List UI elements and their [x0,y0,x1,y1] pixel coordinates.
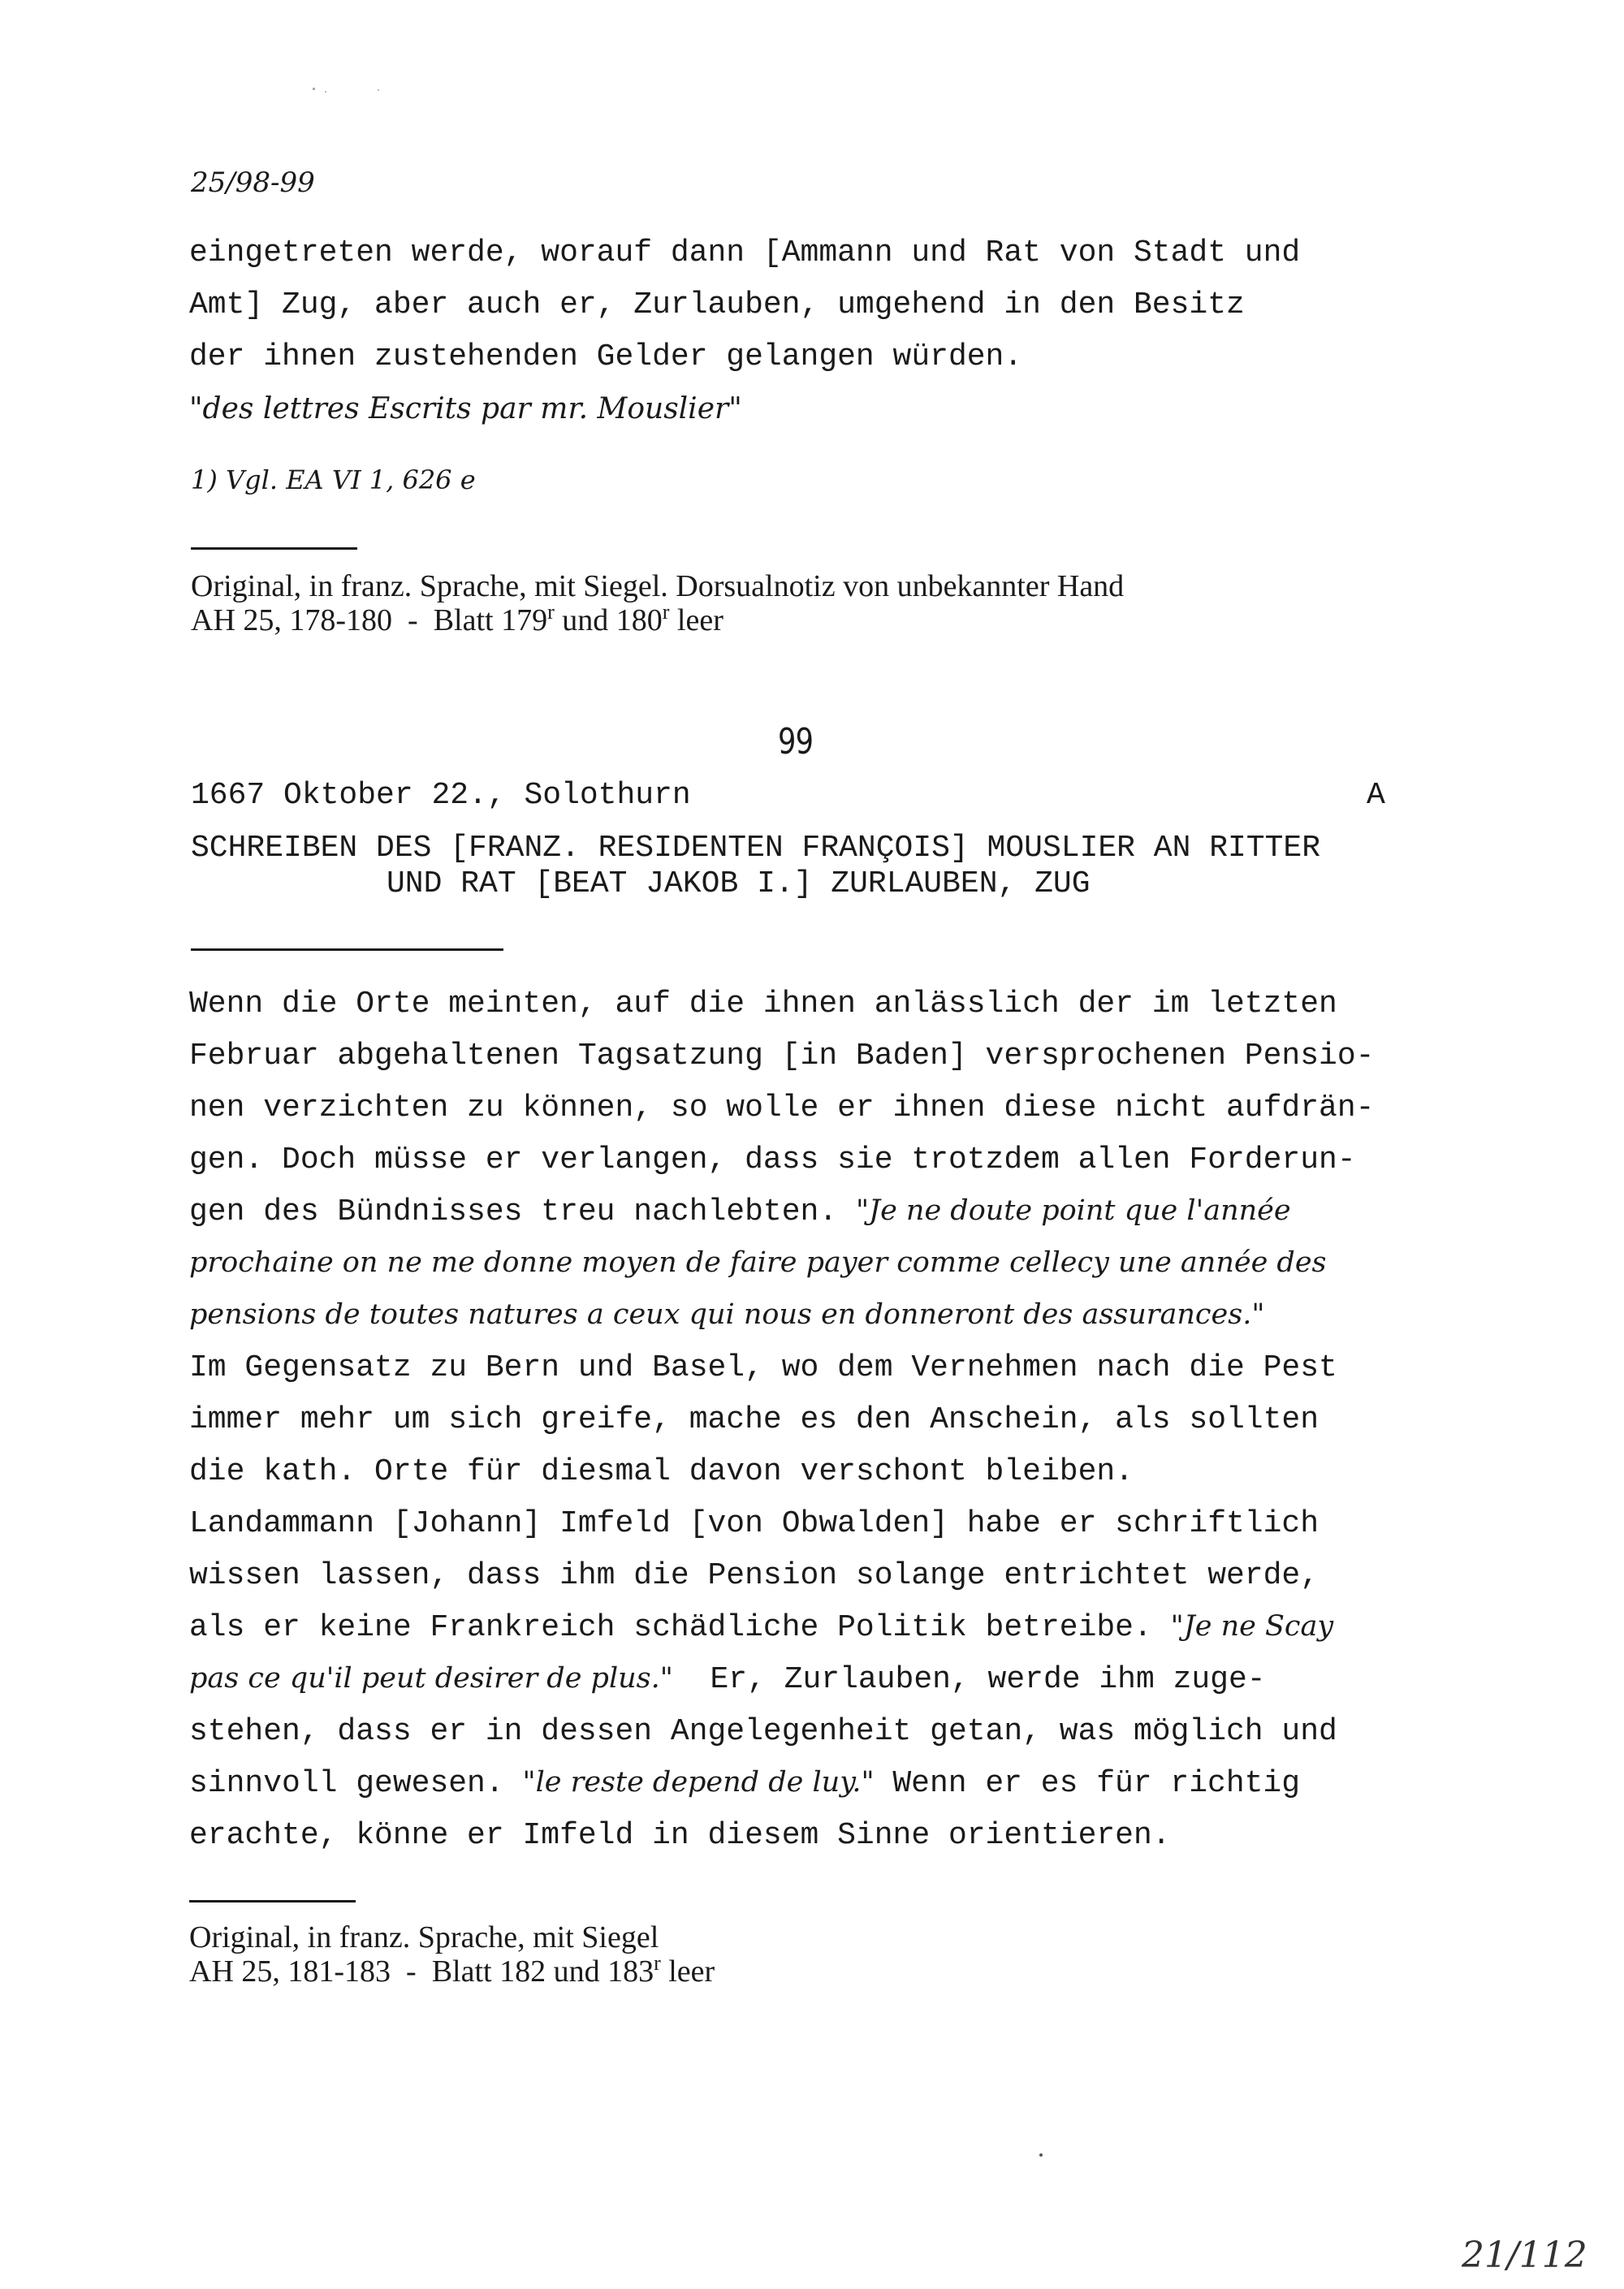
body-text: gen des Bündnisses treu nachlebten. [189,1194,856,1229]
body-line: Landammann [Johann] Imfeld [von Obwalden] habe er schriftlich [189,1506,1320,1541]
footnote: 1) Vgl. EA VI 1, 626 e [191,464,476,495]
prev-source-sup-1: r [547,600,555,624]
prev-source-line-2 [191,602,723,638]
prev-text-line-3: der ihnen zustehenden Gelder gelangen würden. [189,339,1023,374]
prev-source-and: und 180 [554,603,663,637]
french-quote: pas ce qu'il peut desirer de plus." [189,1662,673,1695]
body-line: immer mehr um sich greife, mache es den Anschein, als sollten [189,1402,1320,1437]
body-text: als er keine Frankreich schädliche Politik betreibe. [189,1610,1171,1645]
title-line-2: UND RAT [BEAT JAKOB I.] ZURLAUBEN, ZUG [387,866,1091,901]
body-line [189,1766,1300,1801]
archive-corner-mark: 21/112 [1462,2235,1587,2276]
french-quote: pensions de toutes natures a ceux qui nous en donneront des assurances." [189,1298,1265,1331]
prev-text-line-1: eingetreten werde, worauf dann [Ammann und Rat von Stadt und [189,235,1301,270]
body-text: sinnvoll gewesen. [189,1766,523,1801]
title-rule [191,948,503,951]
header-reference: 25/98-99 [191,166,315,199]
top-speck [378,89,379,91]
body-line [189,1610,1333,1645]
prev-source-empty: leer [669,603,723,637]
stray-dot [1039,2153,1043,2157]
body-line [189,1194,1291,1229]
french-quote: prochaine on ne me donne moyen de faire payer comme cellecy une année des [189,1246,1327,1279]
body-line: nen verzichten zu können, so wolle er ihnen diese nicht aufdrän- [189,1091,1375,1125]
top-speck [313,88,315,90]
body-line [189,1662,1266,1697]
body-line: wissen lassen, dass ihm die Pension solange entrichtet werde, [189,1558,1320,1593]
source-empty: leer [660,1954,715,1989]
document-number: 99 [778,721,814,762]
body-line: Februar abgehaltenen Tagsatzung [in Baden] versprochenen Pensio- [189,1039,1375,1073]
prev-source-sup-2: r [662,600,670,624]
title-line-1: SCHREIBEN DES [FRANZ. RESIDENTEN FRANÇOIS] MOUSLIER AN RITTER [191,831,1321,866]
prev-text-line-2: Amt] Zug, aber auch er, Zurlauben, umgehend in den Besitz [189,287,1245,322]
body-line: gen. Doch müsse er verlangen, dass sie trotzdem allen Forderun- [189,1142,1356,1177]
prev-source-line-1: Original, in franz. Sprache, mit Siegel. Dorsualnotiz von unbekannter Hand [191,569,1125,603]
document-letter: A [1367,778,1385,813]
body-line: stehen, dass er in dessen Angelegenheit getan, was möglich und [189,1714,1337,1749]
body-text: Er, Zurlauben, werde ihm zuge- [672,1662,1266,1697]
body-line: Im Gegensatz zu Bern und Basel, wo dem Vernehmen nach die Pest [189,1350,1337,1385]
prev-source-ref: AH 25, 178-180 - Blatt 179 [191,603,548,637]
body-line [189,1298,1264,1333]
footnote-rule-2 [189,1900,356,1902]
footnote-rule-1 [191,547,357,550]
body-line: Wenn die Orte meinten, auf die ihnen anlässlich der im letzten [189,987,1337,1021]
source-line-1: Original, in franz. Sprache, mit Siegel [189,1920,659,1954]
dorsal-note-quote: "des lettres Escrits par mr. Mouslier" [189,392,742,425]
body-line [189,1246,1327,1281]
french-quote: "Je ne doute point que l'année [855,1194,1291,1227]
top-speck [325,91,326,93]
source-ref: AH 25, 181-183 - Blatt 182 und 183 [189,1954,654,1989]
source-sup: r [654,1951,661,1975]
french-quote: "Je ne Scay [1170,1610,1334,1643]
body-text: Wenn er es für richtig [874,1766,1301,1801]
french-quote: "le reste depend de luy." [522,1766,875,1799]
body-line: erachte, könne er Imfeld in diesem Sinne orientieren. [189,1818,1171,1853]
body-line: die kath. Orte für diesmal davon verschont bleiben. [189,1454,1134,1489]
date-place: 1667 Oktober 22., Solothurn [191,778,691,813]
source-line-2 [189,1951,715,1989]
